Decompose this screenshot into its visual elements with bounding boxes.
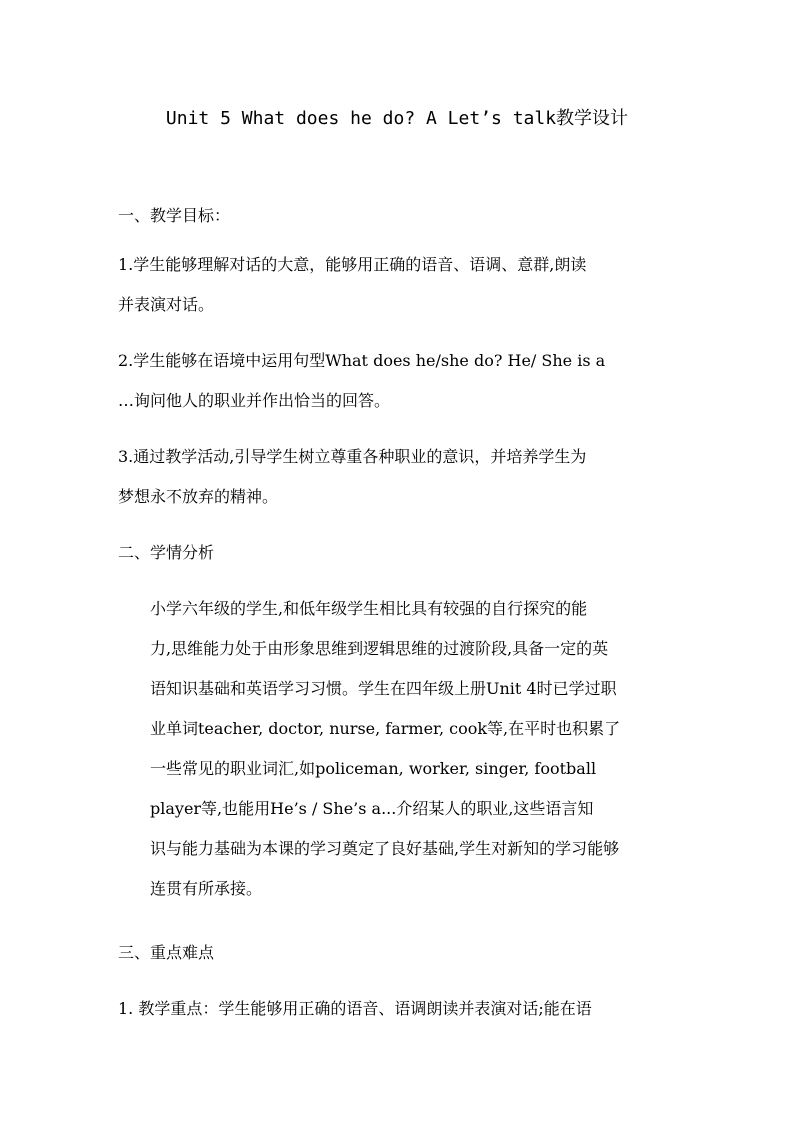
analysis-line-4: 业单词teacher, doctor, nurse, farmer, cook等,在平时也积累了	[150, 719, 621, 738]
analysis-line-7: 识与能力基础为本课的学习奠定了良好基础,学生对新知的学习能够	[150, 839, 620, 858]
objective-item-3-line-2: 梦想永不放弃的精神。	[118, 487, 279, 506]
analysis-line-5: 一些常见的职业词汇,如policeman, worker, singer, football	[150, 759, 597, 778]
objective-item-2-line-2: …询问他人的职业并作出恰当的回答。	[118, 391, 391, 410]
objective-item-3	[118, 437, 678, 517]
analysis-paragraph	[118, 589, 678, 909]
analysis-line-2: 力,思维能力处于由形象思维到逻辑思维的过渡阶段,具备一定的英	[150, 639, 609, 658]
objective-item-2-line-1: 2.学生能够在语境中运用句型What does he/she do? He/ She is a	[118, 351, 606, 370]
objective-item-3-line-1: 3.通过教学活动,引导学生树立尊重各种职业的意识，并培养学生为	[118, 447, 587, 466]
section-heading-key-points: 三、重点难点	[118, 943, 215, 962]
analysis-line-3: 语知识基础和英语学习习惯。学生在四年级上册Unit 4时已学过职	[150, 679, 617, 698]
objective-item-1	[118, 245, 678, 325]
analysis-line-1: 小学六年级的学生,和低年级学生相比具有较强的自行探究的能	[150, 599, 588, 618]
objective-item-1-line-2: 并表演对话。	[118, 295, 215, 314]
objective-item-2	[118, 341, 678, 421]
analysis-line-8: 连贯有所承接。	[150, 879, 263, 898]
key-point-item-1: 1. 教学重点：学生能够用正确的语音、语调朗读并表演对话;能在语	[118, 999, 592, 1018]
analysis-line-6: player等,也能用He’s / She’s a...介绍某人的职业,这些语言知	[150, 799, 594, 818]
section-heading-objectives: 一、教学目标：	[118, 206, 231, 225]
document-title: Unit 5 What does he do? A Let’s talk教学设计	[165, 108, 629, 129]
section-heading-analysis: 二、学情分析	[118, 543, 215, 562]
objective-item-1-line-1: 1.学生能够理解对话的大意，能够用正确的语音、语调、意群,朗读	[118, 255, 587, 274]
